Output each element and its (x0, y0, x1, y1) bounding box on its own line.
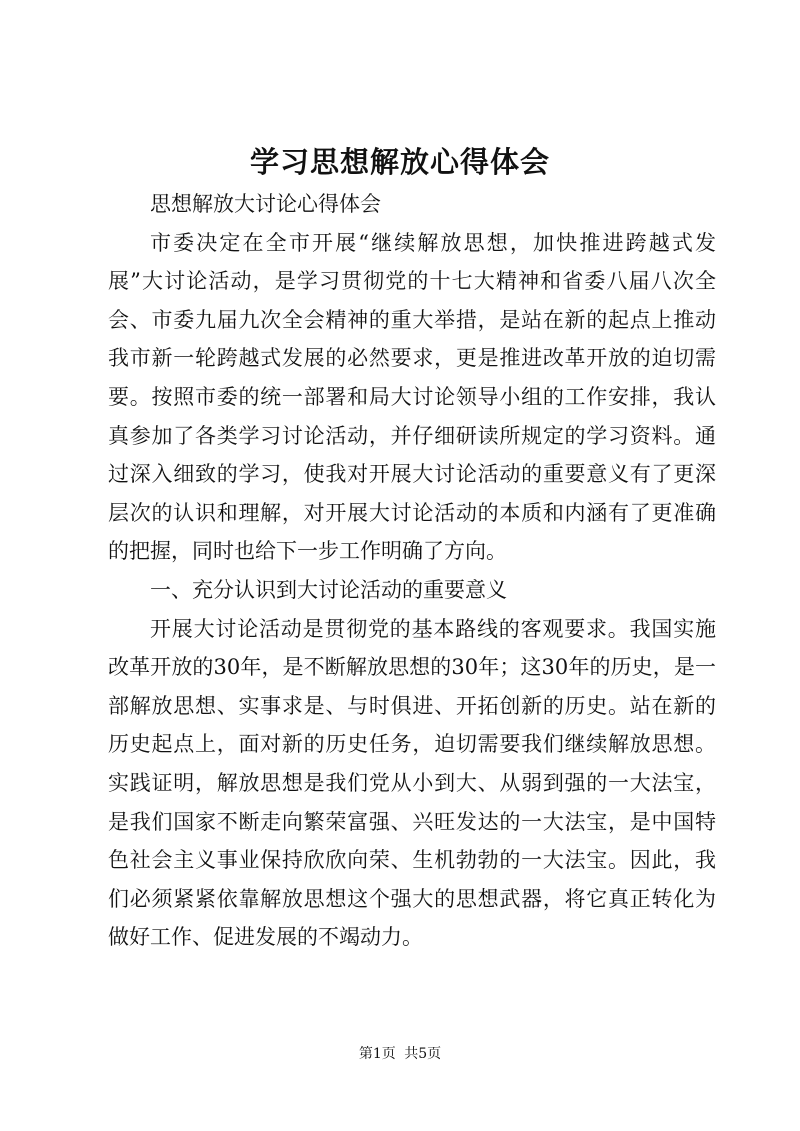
document-title: 学习思想解放心得体会 (249, 145, 550, 179)
page-number-footer: 第1页 共5页 (358, 1046, 442, 1062)
subtitle-paragraph: 思想解放大讨论心得体会 (150, 192, 381, 216)
body-paragraph: 开展大讨论活动是贯彻党的基本路线的客观要求。我国实施改革开放的30年，是不断解放思想的30年；这30年的历史，是一部解放思想、实事求是、与时俱进、开拓创新的历史。站在新的历史起点上，面对新的历史任务，迫切需要我们继续解放思想。实践证明，解放思想是我们党从小到大、从弱到强的一大法宝，是我们国家不断走向繁荣富强、兴旺发达的一大法宝，是中国特色社会主义事业保持欣欣向荣、生机勃勃的一大法宝。因此，我们必须紧紧依靠解放思想这个强大的思想武器，将它真正转化为做好工作、促进发展的不竭动力。 (108, 616, 716, 950)
document-body (108, 185, 716, 957)
intro-paragraph: 市委决定在全市开展“继续解放思想，加快推进跨越式发展”大讨论活动，是学习贯彻党的十七大精神和省委八届八次全会、市委九届九次全会精神的重大举措，是站在新的起点上推动我市新一轮跨越式发展的必然要求，更是推进改革开放的迫切需要。按照市委的统一部署和局大讨论领导小组的工作安排，我认真参加了各类学习讨论活动，并仔细研读所规定的学习资料。通过深入细致的学习，使我对开展大讨论活动的重要意义有了更深层次的认识和理解，对开展大讨论活动的本质和内涵有了更准确的把握，同时也给下一步工作明确了方向。 (108, 230, 716, 564)
section-heading: 一、充分认识到大讨论活动的重要意义 (150, 577, 507, 602)
